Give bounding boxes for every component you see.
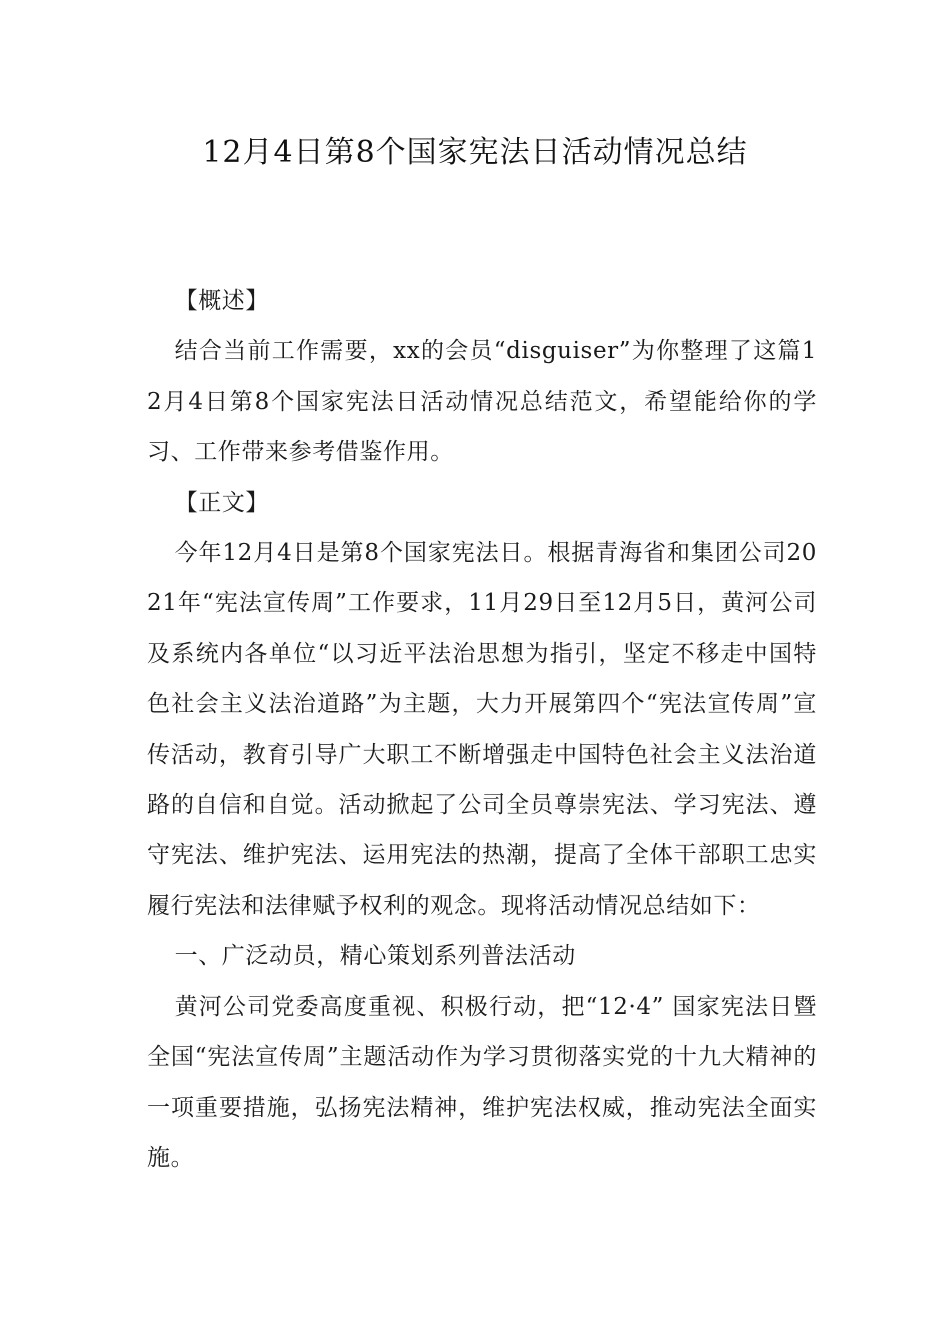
section-heading-1: 一、广泛动员，精心策划系列普法活动 <box>174 943 576 970</box>
document-title: 12月4日第8个国家宪法日活动情况总结 <box>202 135 748 170</box>
body-label: 【正文】 <box>174 489 269 516</box>
document-body <box>147 276 817 1183</box>
body-paragraph-2: 黄河公司党委高度重视、积极行动，把“12·4” 国家宪法日暨全国“宪法宣传周”主题活动作为学习贯彻落实党的十九大精神的一项重要措施，弘扬宪法精神，维护宪法权威，推动宪法全面实施。 <box>147 993 817 1171</box>
summary-label: 【概述】 <box>174 288 269 314</box>
body-paragraph-1: 今年12月4日是第8个国家宪法日。根据青海省和集团公司2021年“宪法宣传周”工作要求，11月29日至12月5日，黄河公司及系统内各单位“以习近平法治思想为指引，坚定不移走中国特色社会主义法治道路”为主题，大力开展第四个“宪法宣传周”宣传活动，教育引导广大职工不断增强走中国特色社会主义法治道路的自信和自觉。活动掀起了公司全员尊崇宪法、学习宪法、遵守宪法、维护宪法、运用宪法的热潮，提高了全体干部职工忠实履行宪法和法律赋予权利的观念。现将活动情况总结如下： <box>147 540 817 919</box>
summary-paragraph: 结合当前工作需要，xx的会员“disguiser”为你整理了这篇12月4日第8个国家宪法日活动情况总结范文，希望能给你的学习、工作带来参考借鉴作用。 <box>147 338 817 466</box>
